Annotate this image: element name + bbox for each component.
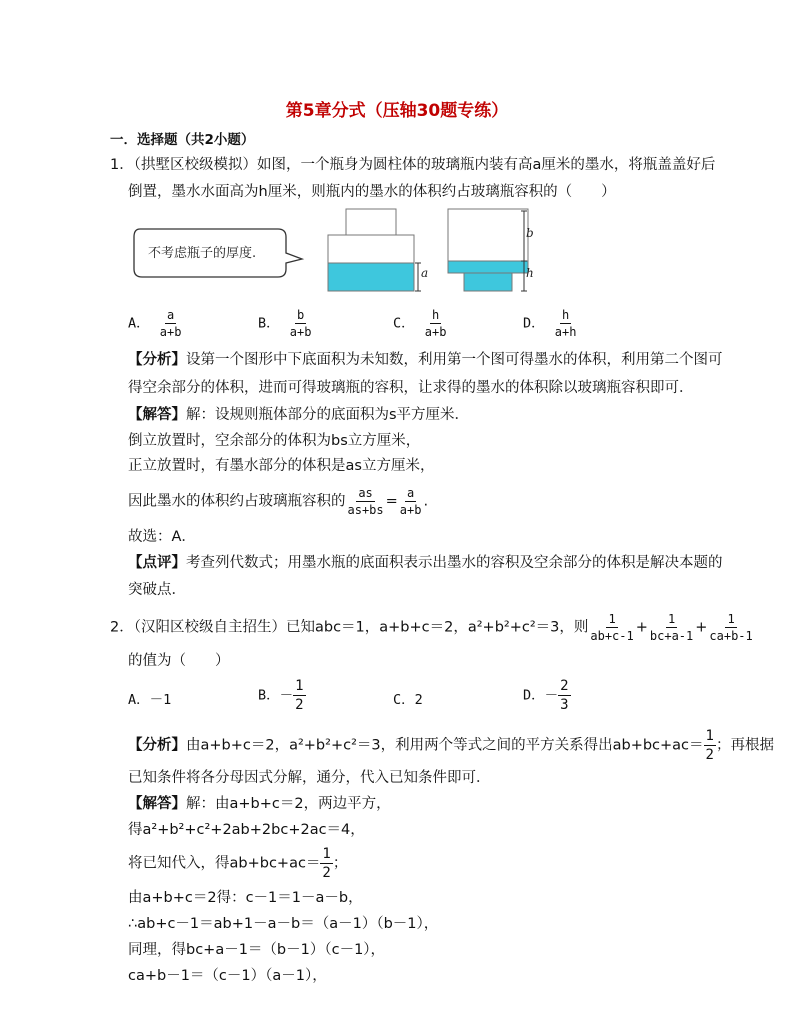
fraction-numerator: 1 [705,728,714,744]
label-a: a [421,266,429,280]
analysis-tag: 【分析】 [128,352,186,368]
option-fraction [558,678,570,713]
q1-analysis-line2: 得空余部分的体积，进而可得玻璃瓶的容积，让求得的墨水的体积除以玻璃瓶容积即可． [128,380,694,396]
q2-answer-line7: ca+b－1＝（c－1）（a－1）， [128,968,327,984]
equals-sign: = [385,493,398,510]
fraction-numerator: 1 [295,678,304,694]
fraction-denominator: ab+c-1 [590,629,634,643]
q1-option-a [128,308,183,339]
q1-comment-line2: 突破点． [128,582,186,598]
q2-analysis-line2: 已知条件将各分母因式分解，通分，代入已知条件即可． [128,770,491,786]
fraction-numerator: h [432,308,440,322]
q1-analysis-line1 [128,350,723,370]
q2-stem-text: 2．（汉阳区校级自主招生）已知abc＝1，a+b+c＝2，a²+b²+c²＝3，则 [110,619,589,636]
answer-tag: 【解答】 [128,407,186,423]
q1-answer-line1 [128,405,469,425]
option-letter: D． [523,315,545,332]
period: . [423,493,429,510]
option-fraction [553,308,579,339]
plus-sign: + [635,619,648,636]
q2-option-d [523,678,571,713]
minus-sign: － [544,687,559,704]
q2-answer-line5: ∴ab+c－1＝ab+1－a－b＝（a－1）（b－1）， [128,916,439,932]
plus-sign: + [695,619,708,636]
answer-tag: 【解答】 [128,796,186,812]
comment-tag: 【点评】 [128,555,186,571]
option-fraction [158,308,184,339]
bottle-figure [120,205,560,297]
page-title: 第5章分式（压轴30题专练） [285,101,509,121]
answer-text: 解：由a+b+c＝2，两边平方， [186,796,391,812]
q2-fraction-2 [648,612,695,643]
answer-fraction-2 [398,486,424,517]
fraction-denominator: 2 [322,865,331,881]
fraction-denominator: as+bs [347,503,384,517]
option-fraction [423,308,449,339]
fraction-denominator: a+b [399,503,422,517]
fraction-numerator: b [297,308,305,322]
q2-answer-line1 [128,794,391,814]
bottle-inverted [448,209,528,291]
analysis-text: 由a+b+c＝2，a²+b²+c²＝3，利用两个等式之间的平方关系得出ab+bc+ac＝ [186,737,704,754]
bubble-text: 不考虑瓶子的厚度. [148,246,257,261]
q2-analysis-line1 [128,728,774,763]
analysis-text: 设第一个图形中下底面积为未知数，利用第一个图可得墨水的体积，利用第二个图可 [186,352,723,368]
fraction-numerator: h [562,308,570,322]
answer-text: ； [332,855,348,872]
q2-answer-line2: 得a²+b²+c²+2ab+2bc+2ac＝4， [128,822,365,838]
option-fraction [288,308,314,339]
label-h: h [526,266,534,280]
option-letter: D． [523,687,545,704]
answer-fraction-1 [346,486,386,517]
q2-fraction-1 [588,612,635,643]
q1-answer-line2: 倒立放置时，空余部分的体积为bs立方厘米， [128,433,421,449]
fraction-denominator: a+h [554,325,577,339]
option-letter: B． [258,687,280,704]
q1-choose: 故选：A． [128,529,196,545]
fraction-numerator: 2 [560,678,569,694]
answer-text: 因此墨水的体积约占玻璃瓶容积的 [128,493,346,510]
fraction-denominator: 3 [560,697,569,713]
q1-stem-line2: 倒置，墨水水面高为h厘米，则瓶内的墨水的体积约占玻璃瓶容积的（ ） [128,184,616,200]
q2-answer-line3 [128,846,347,881]
fraction-numerator: 1 [727,612,735,626]
option-letter: C． [393,315,415,332]
q2-option-a: A．－1 [128,692,172,708]
q1-comment-line1 [128,553,723,573]
fraction-numerator: as [358,486,373,500]
answer-text: 将已知代入，得ab+bc+ac＝ [128,855,321,872]
option-letter: A． [128,315,150,332]
q1-answer-line3: 正立放置时，有墨水部分的体积是as立方厘米， [128,458,435,474]
q2-answer-line4: 由a+b+c＝2得：c－1＝1－a－b， [128,890,363,906]
q1-option-c [393,308,448,339]
bottle-upright [328,209,421,291]
option-fraction [293,678,305,713]
minus-sign: － [279,687,294,704]
q1-option-d [523,308,578,339]
fraction-denominator: a+b [289,325,312,339]
fraction-numerator: a [167,308,175,322]
fraction-denominator: ca+b-1 [709,629,753,643]
q2-stem-line1 [110,612,755,643]
q2-option-b [258,678,306,713]
answer-text: 解：设规则瓶体部分的底面积为s平方厘米． [186,407,470,423]
q2-answer-line6: 同理，得bc+a－1＝（b－1）（c－1）， [128,942,386,958]
analysis-fraction [704,728,716,763]
q1-answer-line4 [128,486,428,517]
fraction-denominator: a+b [159,325,182,339]
label-b: b [526,226,534,240]
q2-option-c: C．2 [393,692,423,708]
fraction-numerator: 1 [322,846,331,862]
q2-fraction-3 [707,612,754,643]
fraction-denominator: a+b [424,325,447,339]
section-heading: 一．选择题（共2小题） [110,132,255,148]
fraction-numerator: a [407,486,415,500]
q1-stem-line1: 1．（拱墅区校级模拟）如图，一个瓶身为圆柱体的玻璃瓶内装有高a厘米的墨水，将瓶盖盖好后 [110,157,716,173]
answer-fraction [320,846,332,881]
option-letter: B． [258,315,280,332]
analysis-tag: 【分析】 [128,737,186,754]
fraction-denominator: bc+a-1 [649,629,694,643]
fraction-numerator: 1 [608,612,616,626]
q2-stem-line2: 的值为（ ） [128,653,230,669]
fraction-denominator: 2 [705,747,714,763]
fraction-denominator: 2 [295,697,304,713]
fraction-numerator: 1 [667,612,676,626]
comment-text: 考查列代数式；用墨水瓶的底面积表示出墨水的容积及空余部分的体积是解决本题的 [186,555,723,571]
analysis-text: ；再根据 [715,737,774,754]
q1-option-b [258,308,313,339]
